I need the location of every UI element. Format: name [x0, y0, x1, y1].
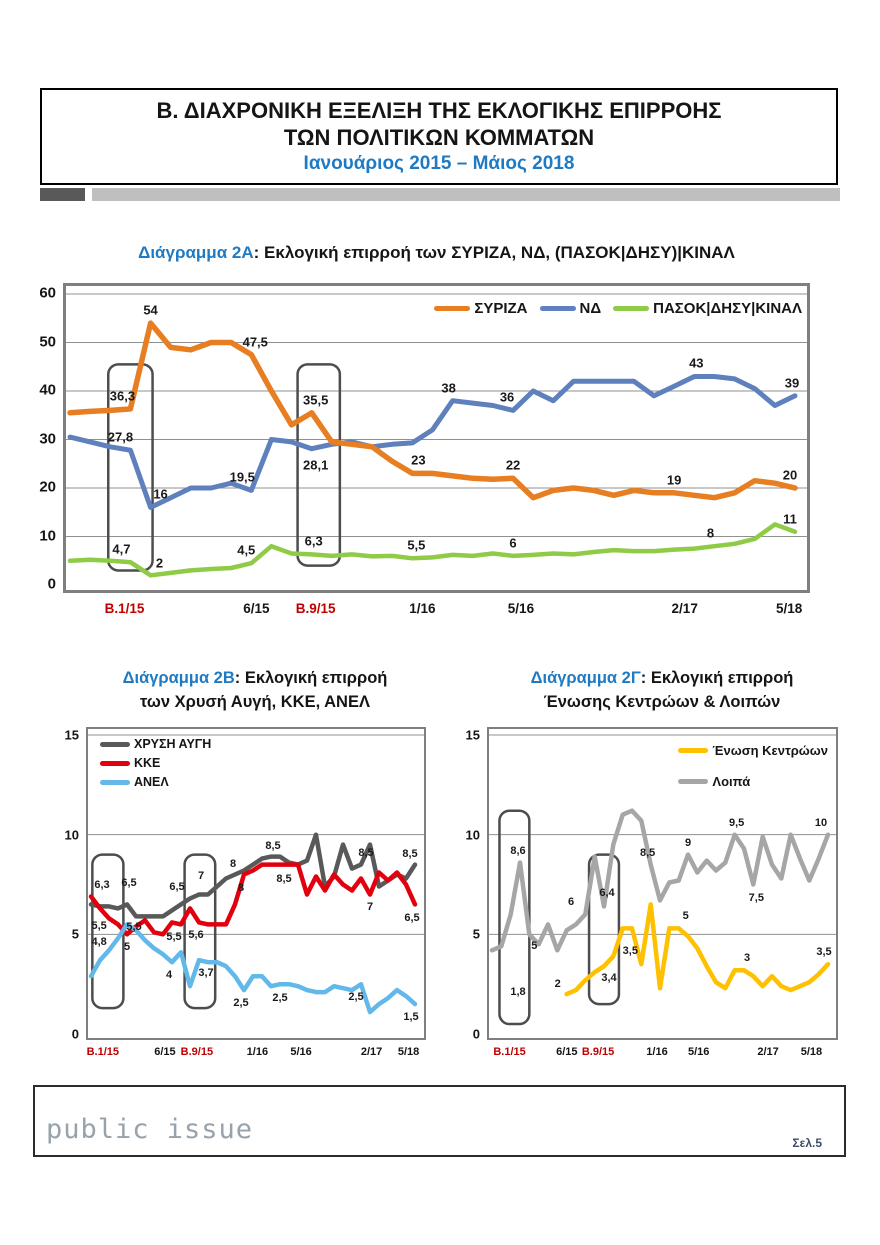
data-label: 8,5: [265, 839, 281, 852]
series-line-ΣΥΡΙΖΑ: [70, 323, 798, 498]
y-axis-tick-label: 10: [465, 827, 480, 843]
legend-swatch: [100, 761, 130, 766]
legend-item: [678, 774, 828, 789]
x-axis-tick-label: 1/16: [409, 601, 436, 616]
legend-item: [100, 756, 211, 770]
series-line-ΠΑΣΟΚ|ΔΗΣΥ|ΚΙΝΑΛ: [70, 524, 795, 575]
data-label: 8,5: [402, 847, 418, 860]
data-label: 8: [237, 881, 245, 894]
y-axis-tick-label: 0: [71, 1026, 79, 1042]
chart-2c-legend: [678, 743, 828, 789]
x-axis-tick-label: Β.1/15: [86, 1046, 120, 1058]
data-label: 1,5: [403, 1011, 419, 1024]
publisher-logo: public issue: [46, 1114, 254, 1145]
data-label: 6,3: [304, 533, 323, 549]
data-label: 2: [554, 978, 561, 991]
x-axis-tick-label: Β.9/15: [295, 601, 336, 616]
data-label: 8,5: [640, 846, 656, 859]
y-axis-tick-label: 0: [47, 575, 56, 593]
data-label: 27,8: [107, 429, 134, 445]
page-number: Σελ.5: [792, 1136, 822, 1150]
legend-label: ΣΥΡΙΖΑ: [474, 300, 528, 317]
data-label: 3: [743, 952, 751, 965]
data-label: 6: [509, 535, 517, 551]
chart-2a: [39, 283, 810, 616]
data-label: 4: [165, 969, 173, 982]
chart-2A-canvas: [66, 286, 807, 590]
data-label: 38: [441, 380, 456, 396]
data-label: 36,3: [109, 388, 136, 404]
y-axis-tick-label: 15: [64, 727, 79, 743]
chart-2b-title-line1: [40, 666, 470, 690]
chart-2a-title: [63, 243, 810, 263]
chart-2b-legend: [100, 737, 211, 789]
data-label: 7,5: [748, 891, 764, 904]
data-label: 4,7: [112, 541, 131, 557]
legend-item: [540, 300, 602, 317]
data-label: 5: [682, 910, 689, 923]
data-label: 39: [784, 375, 800, 391]
data-label: 5,6: [188, 929, 204, 942]
chart-2a-plot-area: [63, 283, 810, 593]
data-label: 6: [567, 896, 575, 909]
page-title-box: [40, 88, 838, 185]
legend-swatch: [100, 780, 130, 785]
y-axis-tick-label: 30: [39, 430, 56, 447]
chart-2c: [465, 727, 838, 1058]
data-label: 8,6: [510, 844, 526, 857]
legend-label: ΠΑΣΟΚ|ΔΗΣΥ|ΚΙΝΑΛ: [653, 300, 802, 317]
legend-item: [100, 737, 211, 751]
data-label: 3,4: [601, 972, 617, 985]
chart-2c-title-line2: Ένωσης Κεντρώων & Λοιπών: [543, 693, 781, 711]
data-label: 3,5: [622, 945, 638, 958]
divider-bar-dark: [40, 188, 85, 201]
x-axis-tick-label: 6/15: [556, 1046, 578, 1058]
data-label: 28,1: [303, 457, 329, 473]
data-label: 35,5: [303, 392, 329, 408]
x-axis-tick-label: 5/16: [290, 1046, 312, 1058]
chart-2a-title-prefix: Διάγραμμα 2Α: [138, 243, 254, 262]
y-axis-tick-label: 5: [71, 926, 79, 942]
y-axis-tick-label: 50: [39, 333, 56, 350]
x-axis-tick-label: Β.1/15: [493, 1046, 526, 1058]
data-label: 9,5: [729, 816, 745, 829]
data-label: 36: [499, 389, 515, 405]
legend-label: ΧΡΥΣΗ ΑΥΓΗ: [134, 737, 212, 751]
x-axis-tick-label: 2/17: [671, 601, 698, 616]
data-label: 7: [366, 901, 374, 914]
legend-label: ΝΔ: [579, 300, 602, 317]
chart-2b-title: [40, 666, 470, 714]
y-axis-tick-label: 10: [39, 527, 56, 544]
data-label: 6,5: [169, 881, 185, 894]
x-axis-tick-label: Β.1/15: [104, 601, 145, 616]
data-label: 4,5: [237, 542, 256, 558]
legend-swatch: [613, 306, 649, 311]
data-label: 5,5: [126, 921, 142, 934]
legend-item: [613, 300, 802, 317]
chart-2c-title-line1: [452, 666, 872, 690]
data-label: 6,4: [599, 887, 615, 900]
data-label: 5,5: [166, 931, 182, 944]
y-axis-tick-label: 15: [465, 727, 480, 743]
chart-2b-title-prefix: Διάγραμμα 2Β: [122, 669, 235, 687]
data-label: 5: [123, 941, 131, 954]
data-label: 8,5: [358, 846, 374, 859]
data-label: 47,5: [242, 334, 268, 350]
x-axis-tick-label: 1/16: [246, 1046, 269, 1058]
data-label: 6,5: [121, 877, 137, 890]
x-axis-tick-label: Β.9/15: [581, 1046, 615, 1058]
data-label: 19: [666, 472, 682, 488]
data-label: 22: [505, 457, 521, 473]
page-title-line1: Β. ΔΙΑΧΡΟΝΙΚΗ ΕΞΕΛΙΞΗ ΤΗΣ ΕΚΛΟΓΙΚΗΣ ΕΠΙΡΡΟΗΣ: [156, 98, 722, 123]
data-label: 5,5: [91, 920, 107, 933]
data-label: 7: [197, 870, 205, 883]
data-label: 20: [782, 467, 798, 483]
data-label: 5: [531, 940, 538, 953]
series-line-ΑΝΕΛ: [91, 924, 415, 1012]
data-label: 23: [411, 452, 426, 468]
legend-swatch: [540, 306, 576, 311]
data-label: 5,5: [407, 537, 426, 553]
legend-swatch: [678, 748, 708, 753]
chart-2c-title-rest: : Εκλογική επιρροή: [640, 669, 794, 687]
data-label: 4,8: [91, 936, 107, 949]
data-label: 19,5: [229, 469, 255, 485]
data-label: 54: [143, 302, 158, 318]
legend-label: Λοιπά: [712, 774, 751, 789]
chart-2c-title-prefix: Διάγραμμα 2Γ: [530, 669, 641, 687]
data-label: 6,3: [94, 879, 110, 892]
data-label: 8,5: [276, 872, 292, 885]
data-label: 8: [229, 857, 237, 870]
legend-swatch: [434, 306, 470, 311]
legend-label: ΑΝΕΛ: [134, 775, 169, 789]
page-title-line2: ΤΩΝ ΠΟΛΙΤΙΚΩΝ ΚΟΜΜΑΤΩΝ: [283, 125, 595, 150]
data-label: 11: [783, 511, 797, 527]
data-label: 2,5: [348, 991, 364, 1004]
data-label: 10: [814, 816, 828, 829]
x-axis-tick-label: 5/18: [800, 1046, 823, 1058]
legend-swatch: [100, 742, 130, 747]
data-label: 2,5: [233, 997, 249, 1010]
y-axis-tick-label: 20: [39, 478, 56, 496]
x-axis-tick-label: 5/18: [776, 601, 803, 616]
chart-2a-legend: [434, 300, 802, 317]
x-axis-tick-label: 6/15: [154, 1046, 176, 1058]
data-label: 2,5: [272, 992, 288, 1005]
legend-label: Ένωση Κεντρώων: [712, 743, 828, 758]
legend-item: [434, 300, 527, 317]
data-label: 16: [153, 486, 168, 502]
data-label: 8: [706, 525, 715, 541]
chart-2a-title-rest: : Εκλογική επιρροή των ΣΥΡΙΖΑ, ΝΔ, (ΠΑΣΟΚ|ΔΗΣΥ)|ΚΙΝΑΛ: [253, 243, 735, 262]
data-label: 3,5: [816, 946, 832, 959]
data-label: 3,7: [198, 967, 214, 980]
data-label: 9: [684, 836, 692, 849]
data-label: 2: [155, 555, 164, 571]
divider-bar-light: [92, 188, 840, 201]
y-axis-tick-label: 60: [39, 284, 56, 302]
legend-item: [100, 775, 211, 789]
chart-2c-title: [452, 666, 872, 714]
y-axis-tick-label: 10: [64, 827, 79, 843]
series-line-Λοιπά: [492, 811, 828, 951]
y-axis-tick-label: 5: [472, 926, 480, 942]
x-axis-tick-label: 2/17: [757, 1046, 779, 1058]
x-axis-tick-label: 1/16: [646, 1046, 668, 1058]
legend-label: ΚΚΕ: [134, 756, 161, 770]
chart-2b-title-rest: : Εκλογική επιρροή: [234, 669, 388, 687]
x-axis-tick-label: 2/17: [360, 1046, 383, 1058]
page-subtitle: Ιανουάριος 2015 – Μάιος 2018: [303, 153, 575, 174]
x-axis-tick-label: 6/15: [243, 601, 270, 616]
chart-2b: [64, 727, 426, 1058]
data-label: 1,8: [510, 986, 526, 999]
legend-item: [678, 743, 828, 758]
y-axis-tick-label: 0: [472, 1026, 480, 1042]
data-label: 43: [689, 355, 704, 371]
x-axis-tick-label: Β.9/15: [180, 1046, 214, 1058]
x-axis-tick-label: 5/16: [687, 1046, 710, 1058]
y-axis-tick-label: 40: [39, 381, 56, 399]
data-label: 6,5: [404, 912, 420, 925]
x-axis-tick-label: 5/16: [507, 601, 535, 616]
x-axis-tick-label: 5/18: [397, 1046, 420, 1058]
chart-2b-title-line2: των Χρυσή Αυγή, ΚΚΕ, ΑΝΕΛ: [140, 693, 370, 711]
legend-swatch: [678, 779, 708, 784]
